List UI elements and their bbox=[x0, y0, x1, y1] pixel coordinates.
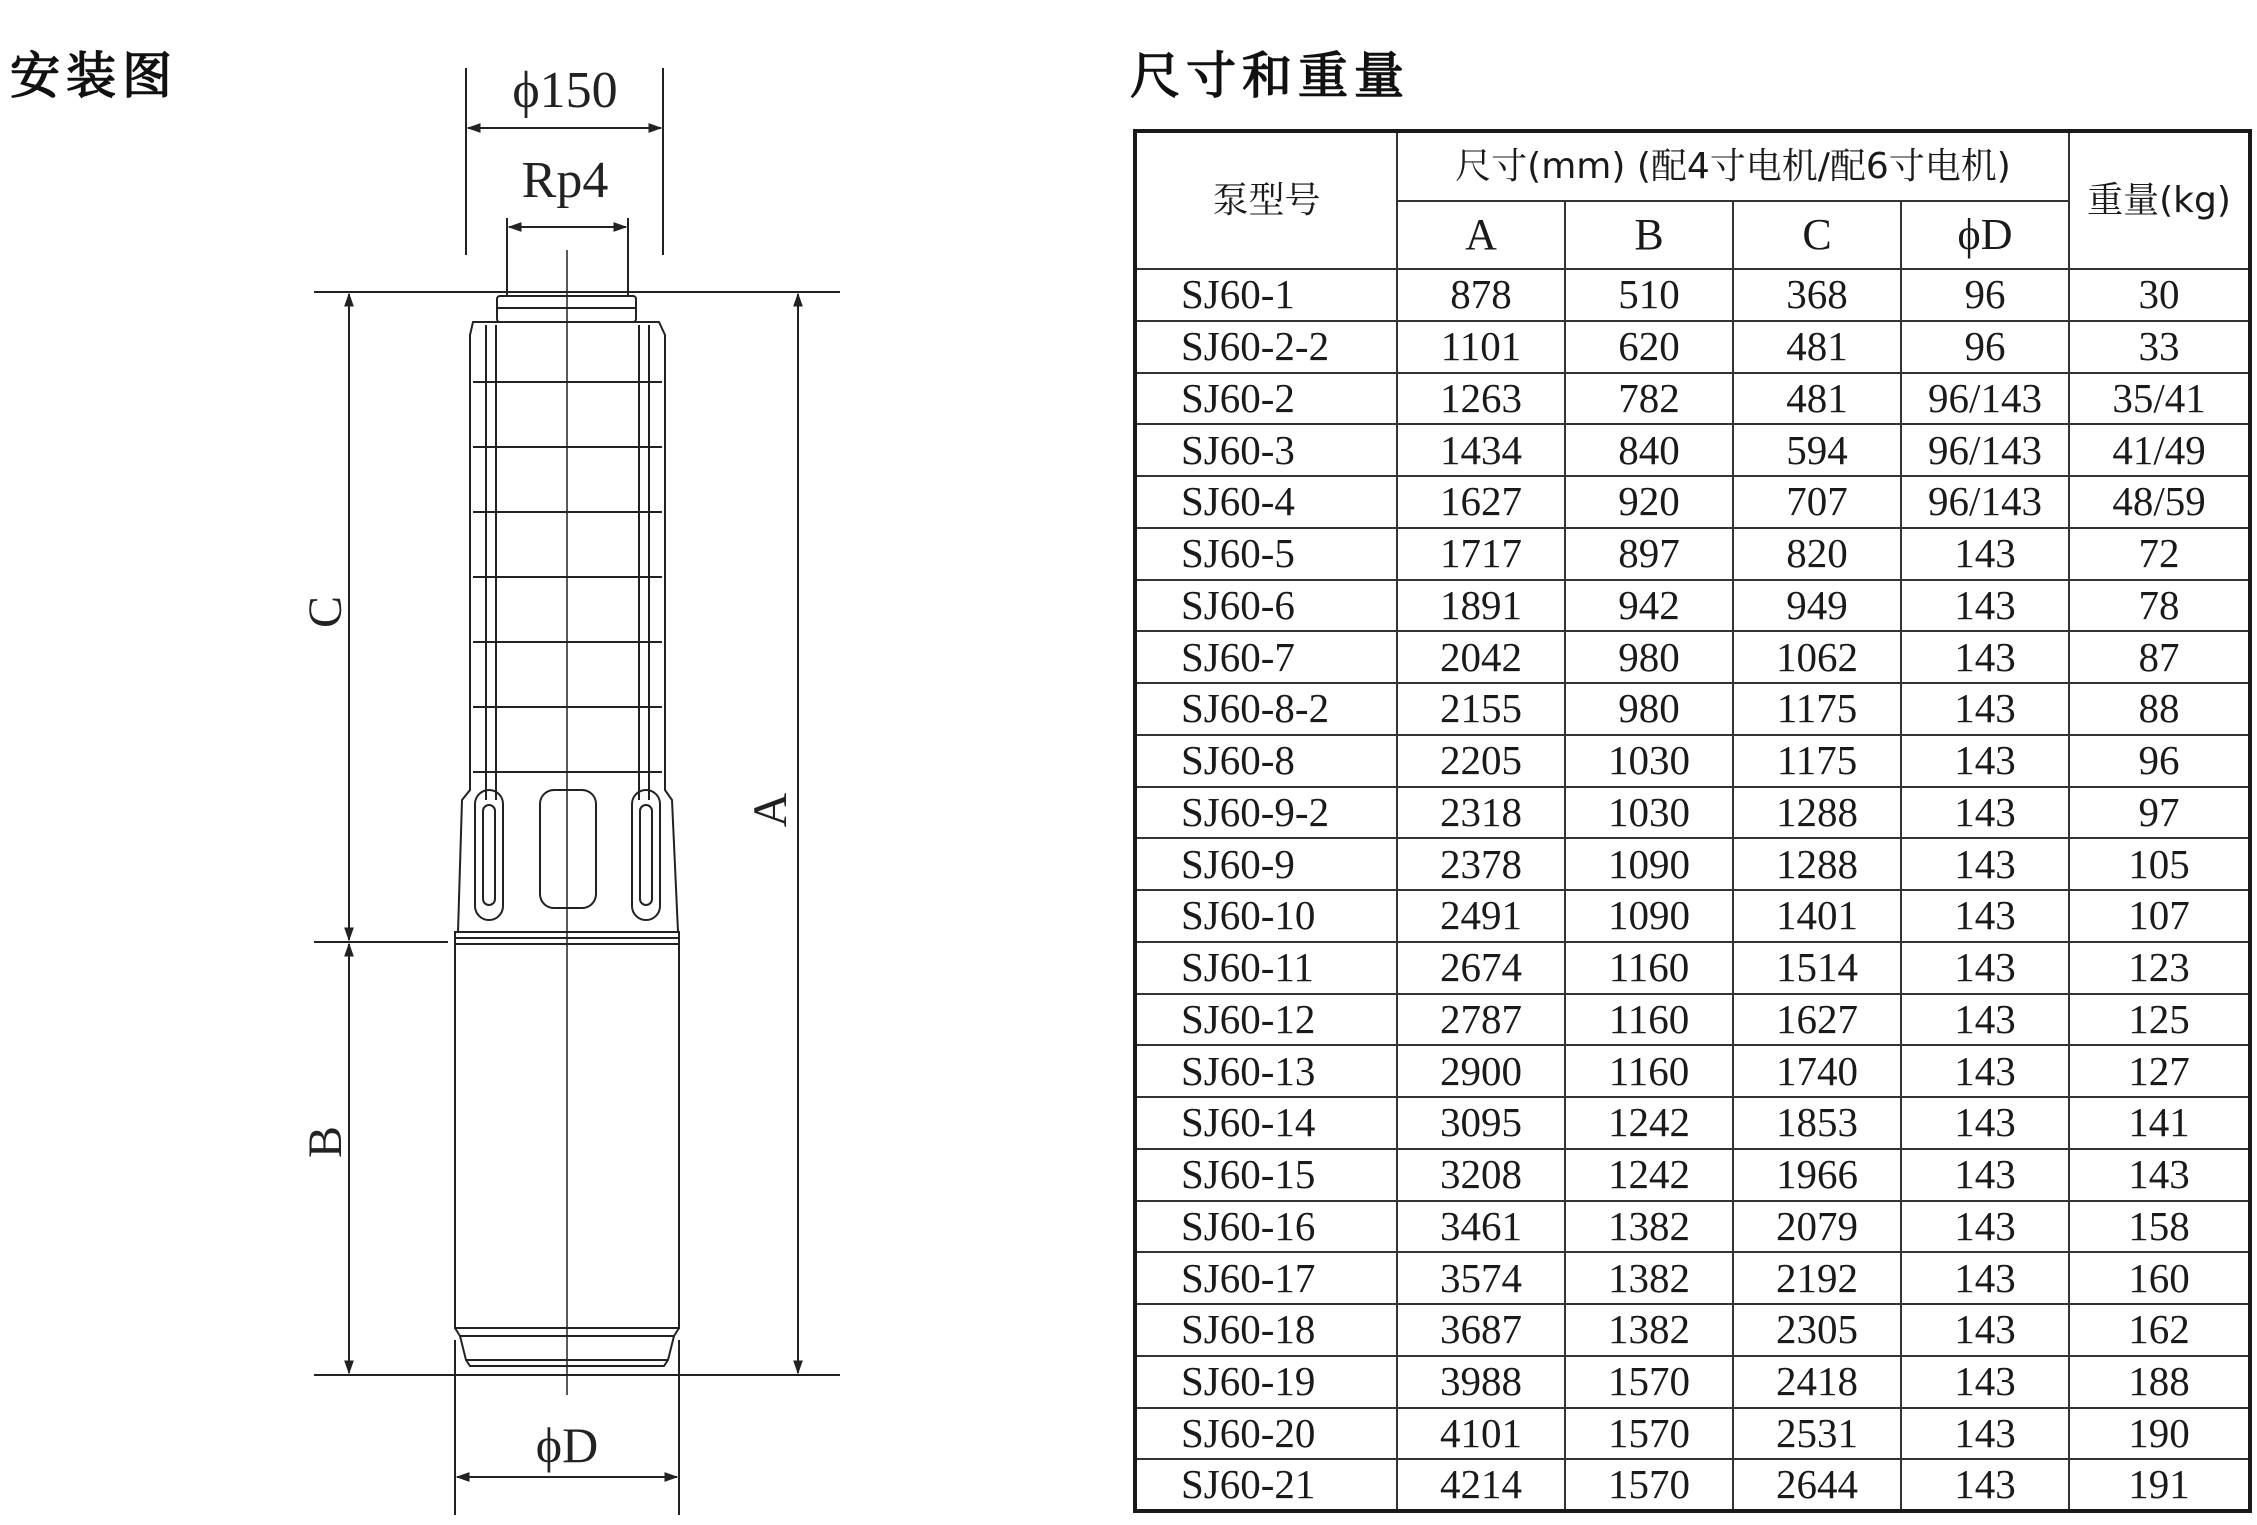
model-cell: SJ60-14 bbox=[1135, 1097, 1397, 1149]
model-cell: SJ60-15 bbox=[1135, 1149, 1397, 1201]
d-cell: 96/143 bbox=[1901, 476, 2069, 528]
a-cell: 2900 bbox=[1397, 1045, 1565, 1097]
a-cell: 2042 bbox=[1397, 631, 1565, 683]
a-cell: 2205 bbox=[1397, 735, 1565, 787]
b-cell: 1160 bbox=[1565, 942, 1733, 994]
table-row bbox=[1135, 1045, 2250, 1097]
c-cell: 1401 bbox=[1733, 890, 1901, 942]
column-header-a: A bbox=[1397, 201, 1565, 269]
table-row bbox=[1135, 838, 2250, 890]
c-cell: 1514 bbox=[1733, 942, 1901, 994]
table-row bbox=[1135, 631, 2250, 683]
weight-cell: 72 bbox=[2069, 528, 2250, 580]
d-cell: 96/143 bbox=[1901, 424, 2069, 476]
weight-cell: 97 bbox=[2069, 787, 2250, 839]
model-cell: SJ60-13 bbox=[1135, 1045, 1397, 1097]
weight-cell: 96 bbox=[2069, 735, 2250, 787]
model-cell: SJ60-1 bbox=[1135, 269, 1397, 321]
d-cell: 143 bbox=[1901, 1097, 2069, 1149]
table-row bbox=[1135, 942, 2250, 994]
weight-cell: 141 bbox=[2069, 1097, 2250, 1149]
a-cell: 3574 bbox=[1397, 1252, 1565, 1304]
column-header-d: ϕD bbox=[1901, 201, 2069, 269]
column-header-c: C bbox=[1733, 201, 1901, 269]
b-cell: 782 bbox=[1565, 373, 1733, 425]
c-cell: 2192 bbox=[1733, 1252, 1901, 1304]
model-cell: SJ60-20 bbox=[1135, 1408, 1397, 1460]
d-cell: 143 bbox=[1901, 890, 2069, 942]
model-cell: SJ60-3 bbox=[1135, 424, 1397, 476]
c-cell: 594 bbox=[1733, 424, 1901, 476]
c-cell: 1740 bbox=[1733, 1045, 1901, 1097]
model-cell: SJ60-18 bbox=[1135, 1304, 1397, 1356]
d-cell: 143 bbox=[1901, 1201, 2069, 1253]
c-cell: 1288 bbox=[1733, 787, 1901, 839]
model-cell: SJ60-8 bbox=[1135, 735, 1397, 787]
b-cell: 1090 bbox=[1565, 838, 1733, 890]
d-cell: 143 bbox=[1901, 942, 2069, 994]
b-cell: 1382 bbox=[1565, 1201, 1733, 1253]
weight-cell: 158 bbox=[2069, 1201, 2250, 1253]
c-cell: 2644 bbox=[1733, 1459, 1901, 1511]
table-row bbox=[1135, 1252, 2250, 1304]
a-cell: 1434 bbox=[1397, 424, 1565, 476]
model-cell: SJ60-5 bbox=[1135, 528, 1397, 580]
d-cell: 143 bbox=[1901, 1252, 2069, 1304]
d-cell: 143 bbox=[1901, 838, 2069, 890]
d-cell: 143 bbox=[1901, 994, 2069, 1046]
dimension-c-label: C bbox=[299, 595, 353, 629]
b-cell: 1382 bbox=[1565, 1252, 1733, 1304]
table-row bbox=[1135, 476, 2250, 528]
b-cell: 1030 bbox=[1565, 787, 1733, 839]
a-cell: 3208 bbox=[1397, 1149, 1565, 1201]
c-cell: 368 bbox=[1733, 269, 1901, 321]
model-cell: SJ60-17 bbox=[1135, 1252, 1397, 1304]
model-cell: SJ60-2-2 bbox=[1135, 321, 1397, 373]
b-cell: 1030 bbox=[1565, 735, 1733, 787]
d-cell: 143 bbox=[1901, 1045, 2069, 1097]
weight-cell: 88 bbox=[2069, 683, 2250, 735]
outlet-label: Rp4 bbox=[521, 152, 609, 209]
b-cell: 980 bbox=[1565, 631, 1733, 683]
d-cell: 143 bbox=[1901, 631, 2069, 683]
a-cell: 1891 bbox=[1397, 580, 1565, 632]
c-cell: 2531 bbox=[1733, 1408, 1901, 1460]
b-cell: 1570 bbox=[1565, 1408, 1733, 1460]
weight-cell: 48/59 bbox=[2069, 476, 2250, 528]
weight-cell: 190 bbox=[2069, 1408, 2250, 1460]
model-cell: SJ60-9 bbox=[1135, 838, 1397, 890]
weight-column-header: 重量(kg) bbox=[2069, 131, 2250, 269]
model-cell: SJ60-9-2 bbox=[1135, 787, 1397, 839]
d-cell: 143 bbox=[1901, 1356, 2069, 1408]
c-cell: 1175 bbox=[1733, 735, 1901, 787]
b-cell: 1242 bbox=[1565, 1149, 1733, 1201]
b-cell: 510 bbox=[1565, 269, 1733, 321]
model-cell: SJ60-19 bbox=[1135, 1356, 1397, 1408]
a-cell: 3461 bbox=[1397, 1201, 1565, 1253]
table-row bbox=[1135, 1304, 2250, 1356]
d-cell: 143 bbox=[1901, 528, 2069, 580]
table-row bbox=[1135, 528, 2250, 580]
dimensions-weight-title: 尺寸和重量 bbox=[1130, 47, 1410, 105]
weight-cell: 105 bbox=[2069, 838, 2250, 890]
table-row bbox=[1135, 1408, 2250, 1460]
a-cell: 1101 bbox=[1397, 321, 1565, 373]
d-cell: 96 bbox=[1901, 321, 2069, 373]
c-cell: 1966 bbox=[1733, 1149, 1901, 1201]
reference-lines bbox=[314, 292, 840, 1375]
b-cell: 1160 bbox=[1565, 994, 1733, 1046]
c-cell: 2079 bbox=[1733, 1201, 1901, 1253]
d-cell: 143 bbox=[1901, 1304, 2069, 1356]
c-cell: 1853 bbox=[1733, 1097, 1901, 1149]
table-row bbox=[1135, 890, 2250, 942]
size-group-header: 尺寸(mm) (配4寸电机/配6寸电机) bbox=[1397, 131, 2069, 201]
model-cell: SJ60-8-2 bbox=[1135, 683, 1397, 735]
dimensions-weight-table bbox=[1133, 129, 2252, 1513]
column-header-b: B bbox=[1565, 201, 1733, 269]
install-diagram-title: 安装图 bbox=[10, 47, 178, 105]
table-row bbox=[1135, 373, 2250, 425]
table-row bbox=[1135, 424, 2250, 476]
a-cell: 2318 bbox=[1397, 787, 1565, 839]
table-row bbox=[1135, 269, 2250, 321]
model-cell: SJ60-11 bbox=[1135, 942, 1397, 994]
c-cell: 481 bbox=[1733, 373, 1901, 425]
table-row bbox=[1135, 787, 2250, 839]
d-cell: 143 bbox=[1901, 580, 2069, 632]
a-cell: 878 bbox=[1397, 269, 1565, 321]
a-cell: 2378 bbox=[1397, 838, 1565, 890]
model-cell: SJ60-6 bbox=[1135, 580, 1397, 632]
d-cell: 143 bbox=[1901, 787, 2069, 839]
d-cell: 96/143 bbox=[1901, 373, 2069, 425]
b-cell: 1382 bbox=[1565, 1304, 1733, 1356]
b-cell: 980 bbox=[1565, 683, 1733, 735]
pump-installation-drawing bbox=[0, 0, 1100, 1525]
table-row bbox=[1135, 321, 2250, 373]
a-cell: 1263 bbox=[1397, 373, 1565, 425]
b-cell: 1090 bbox=[1565, 890, 1733, 942]
model-cell: SJ60-2 bbox=[1135, 373, 1397, 425]
d-cell: 143 bbox=[1901, 735, 2069, 787]
a-cell: 3687 bbox=[1397, 1304, 1565, 1356]
c-cell: 1288 bbox=[1733, 838, 1901, 890]
table-row bbox=[1135, 1356, 2250, 1408]
model-cell: SJ60-16 bbox=[1135, 1201, 1397, 1253]
weight-cell: 191 bbox=[2069, 1459, 2250, 1511]
bottom-diameter-label: ϕD bbox=[535, 1417, 599, 1473]
weight-cell: 30 bbox=[2069, 269, 2250, 321]
table-row bbox=[1135, 1459, 2250, 1511]
b-cell: 920 bbox=[1565, 476, 1733, 528]
weight-cell: 87 bbox=[2069, 631, 2250, 683]
weight-cell: 160 bbox=[2069, 1252, 2250, 1304]
weight-cell: 162 bbox=[2069, 1304, 2250, 1356]
b-cell: 942 bbox=[1565, 580, 1733, 632]
table-row bbox=[1135, 1097, 2250, 1149]
b-cell: 897 bbox=[1565, 528, 1733, 580]
weight-cell: 123 bbox=[2069, 942, 2250, 994]
dimension-b-label: B bbox=[299, 1125, 353, 1159]
dimension-a-label: A bbox=[744, 792, 798, 828]
a-cell: 3988 bbox=[1397, 1356, 1565, 1408]
weight-cell: 125 bbox=[2069, 994, 2250, 1046]
d-cell: 143 bbox=[1901, 1459, 2069, 1511]
c-cell: 820 bbox=[1733, 528, 1901, 580]
b-cell: 1570 bbox=[1565, 1459, 1733, 1511]
a-cell: 1627 bbox=[1397, 476, 1565, 528]
a-cell: 4214 bbox=[1397, 1459, 1565, 1511]
a-cell: 2787 bbox=[1397, 994, 1565, 1046]
b-cell: 1242 bbox=[1565, 1097, 1733, 1149]
c-cell: 481 bbox=[1733, 321, 1901, 373]
b-cell: 1160 bbox=[1565, 1045, 1733, 1097]
a-cell: 1717 bbox=[1397, 528, 1565, 580]
c-cell: 2418 bbox=[1733, 1356, 1901, 1408]
top-diameter-label: ϕ150 bbox=[512, 62, 618, 119]
c-cell: 949 bbox=[1733, 580, 1901, 632]
table-body bbox=[1135, 269, 2250, 1511]
weight-cell: 35/41 bbox=[2069, 373, 2250, 425]
d-cell: 143 bbox=[1901, 1408, 2069, 1460]
model-cell: SJ60-12 bbox=[1135, 994, 1397, 1046]
weight-cell: 33 bbox=[2069, 321, 2250, 373]
table-row bbox=[1135, 1201, 2250, 1253]
c-cell: 2305 bbox=[1733, 1304, 1901, 1356]
c-cell: 1175 bbox=[1733, 683, 1901, 735]
d-cell: 143 bbox=[1901, 683, 2069, 735]
d-cell: 96 bbox=[1901, 269, 2069, 321]
a-cell: 2674 bbox=[1397, 942, 1565, 994]
table-row bbox=[1135, 994, 2250, 1046]
weight-cell: 78 bbox=[2069, 580, 2250, 632]
weight-cell: 143 bbox=[2069, 1149, 2250, 1201]
d-cell: 143 bbox=[1901, 1149, 2069, 1201]
b-cell: 1570 bbox=[1565, 1356, 1733, 1408]
a-cell: 4101 bbox=[1397, 1408, 1565, 1460]
c-cell: 1627 bbox=[1733, 994, 1901, 1046]
model-cell: SJ60-21 bbox=[1135, 1459, 1397, 1511]
table-row bbox=[1135, 683, 2250, 735]
a-cell: 2491 bbox=[1397, 890, 1565, 942]
table-row bbox=[1135, 580, 2250, 632]
weight-cell: 41/49 bbox=[2069, 424, 2250, 476]
weight-cell: 127 bbox=[2069, 1045, 2250, 1097]
model-cell: SJ60-7 bbox=[1135, 631, 1397, 683]
model-cell: SJ60-4 bbox=[1135, 476, 1397, 528]
c-cell: 707 bbox=[1733, 476, 1901, 528]
weight-cell: 107 bbox=[2069, 890, 2250, 942]
model-cell: SJ60-10 bbox=[1135, 890, 1397, 942]
b-cell: 840 bbox=[1565, 424, 1733, 476]
b-cell: 620 bbox=[1565, 321, 1733, 373]
a-cell: 2155 bbox=[1397, 683, 1565, 735]
table-row bbox=[1135, 735, 2250, 787]
model-column-header: 泵型号 bbox=[1135, 131, 1397, 269]
c-cell: 1062 bbox=[1733, 631, 1901, 683]
table-row bbox=[1135, 1149, 2250, 1201]
a-cell: 3095 bbox=[1397, 1097, 1565, 1149]
weight-cell: 188 bbox=[2069, 1356, 2250, 1408]
